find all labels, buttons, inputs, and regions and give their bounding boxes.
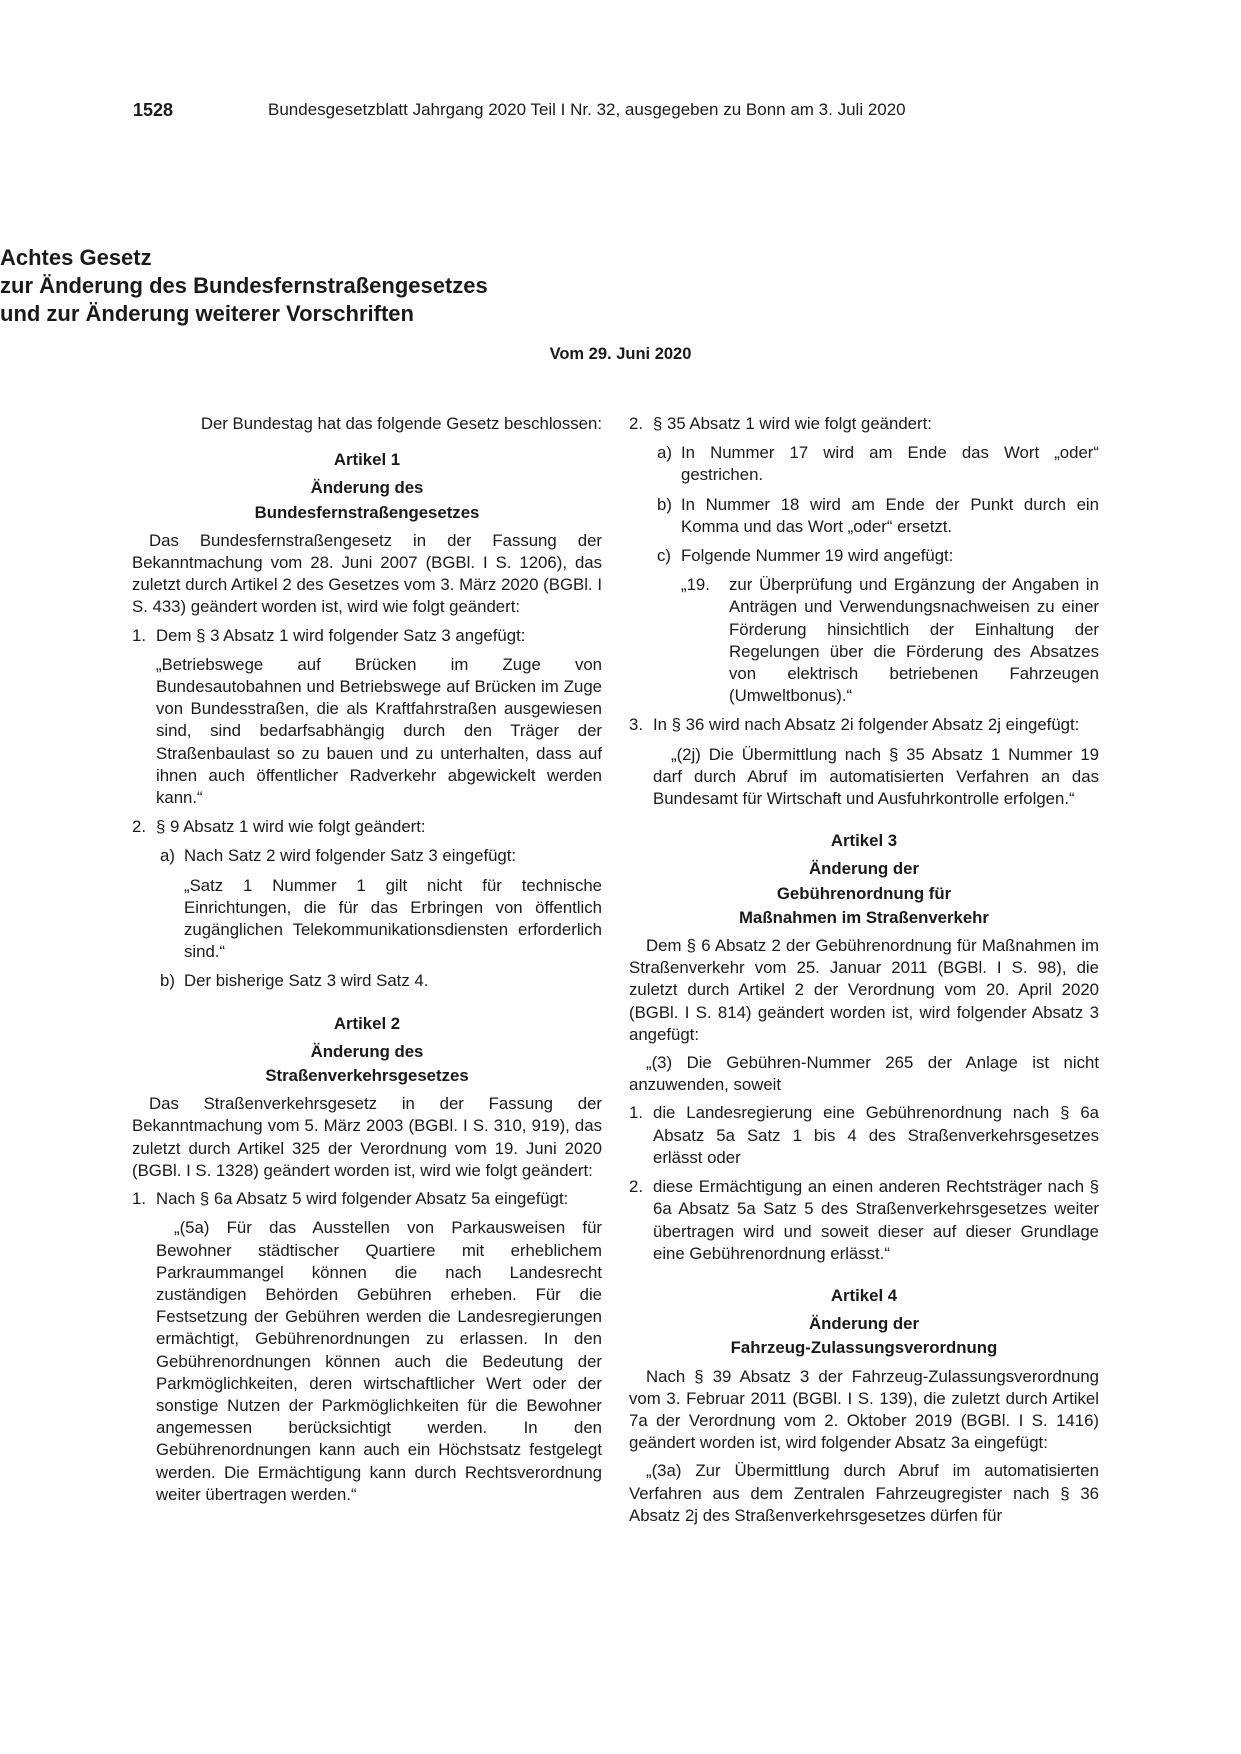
- article-3-quote: „(3) Die Gebühren-Nummer 265 der Anlage ist nicht anzuwenden, soweit: [629, 1053, 1099, 1095]
- subitem-label: b): [657, 494, 672, 514]
- item-label: 2.: [629, 1177, 643, 1197]
- item-text: die Landesregierung eine Gebührenordnung nach § 6a Absatz 5a Satz 1 bis 4 des Straßenverkehrsgesetzes erlässt oder: [653, 1103, 1099, 1167]
- left-column: [132, 413, 602, 1513]
- article-3-item-1: [629, 1102, 1099, 1169]
- title-line-2: zur Änderung des Bundesfernstraßengesetzes: [0, 273, 488, 298]
- document-date: Vom 29. Juni 2020: [549, 345, 692, 363]
- article-4-title-1: Änderung der: [808, 1314, 919, 1334]
- article-1-item-2-a: [132, 845, 602, 867]
- article-1-item-1: [132, 625, 602, 647]
- article-4-number: Artikel 4: [830, 1285, 898, 1305]
- item-text: Dem § 3 Absatz 1 wird folgender Satz 3 angefügt:: [156, 625, 526, 645]
- subitem-label: c): [657, 546, 671, 566]
- article-2-item-3: [629, 714, 1099, 736]
- article-2-item-2-c: [629, 545, 1099, 567]
- article-4-title-2: Fahrzeug-Zulassungsverordnung: [730, 1338, 998, 1358]
- item-text: In § 36 wird nach Absatz 2i folgender Absatz 2j eingefügt:: [653, 715, 1080, 735]
- page-number: 1528: [133, 100, 174, 120]
- item-text: Nach § 6a Absatz 5 wird folgender Absatz 5a eingefügt:: [156, 1189, 569, 1209]
- article-1-intro: Das Bundesfernstraßengesetz in der Fassung der Bekanntmachung vom 28. Juni 2007 (BGBl. I S. 1206), das zuletzt durch Artikel 2 des Gesetzes vom 3. März 2020 (BGBl. I S. 433) geändert worden ist, wird wie folgt geändert:: [132, 530, 602, 617]
- subitem-label: a): [160, 846, 175, 866]
- running-head: Bundesgesetzblatt Jahrgang 2020 Teil I Nr. 32, ausgegeben zu Bonn am 3. Juli 2020: [268, 100, 906, 119]
- article-2-item-2-c-quote: [629, 574, 1099, 707]
- article-2-item-2: [629, 413, 1099, 435]
- quote-label: „19.: [681, 575, 710, 595]
- document-title: [0, 244, 1241, 328]
- subitem-label: b): [160, 971, 175, 991]
- subitem-text: Der bisherige Satz 3 wird Satz 4.: [184, 971, 429, 991]
- item-text: § 35 Absatz 1 wird wie folgt geändert:: [653, 414, 932, 433]
- title-line-3: und zur Änderung weiterer Vorschriften: [0, 301, 414, 326]
- article-3-item-2: [629, 1176, 1099, 1265]
- article-3-title-2: Gebührenordnung für: [776, 883, 952, 903]
- item-text: diese Ermächtigung an einen anderen Rechtsträger nach § 6a Absatz 5a Satz 5 des Straßenverkehrsgesetzes weiter übertragen wird und soweit dieser auf dieser Grundlage eine Gebührenordnung erlässt.“: [653, 1177, 1099, 1263]
- article-2-intro: Das Straßenverkehrsgesetz in der Fassung der Bekanntmachung vom 5. März 2003 (BGBl. I S. 310, 919), das zuletzt durch Artikel 325 der Verordnung vom 19. Juni 2020 (BGBl. I S. 1328) geändert worden ist, wird wie folgt geändert:: [132, 1094, 602, 1180]
- article-1-item-2: [132, 816, 602, 838]
- article-2-item-1-quote: „(5a) Für das Ausstellen von Parkausweisen für Bewohner städtischer Quartiere mit erheblichem Parkraummangel können die nach Landesrecht zuständigen Behörden Gebühren erheben. Für die Festsetzung der Gebühren werden die Landesregierungen ermächtigt, Gebührenordnungen zu erlassen. In den Gebührenordnungen können auch die Bedeutung der Parkmöglichkeiten, deren wirtschaftlicher Wert oder der sonstige Nutzen der Parkmöglichkeiten für die Bewohner angemessen berücksichtigt werden. In den Gebührenordnungen kann auch ein Höchstsatz festgelegt werden. Die Ermächtigung kann durch Rechtsverordnung weiter übertragen werden.“: [156, 1218, 602, 1504]
- article-3-title-3: Maßnahmen im Straßenverkehr: [739, 907, 989, 927]
- article-4-intro: Nach § 39 Absatz 3 der Fahrzeug-Zulassungsverordnung vom 3. Februar 2011 (BGBl. I S. 139), die zuletzt durch Artikel 7a der Verordnung vom 2. Oktober 2019 (BGBl. I S. 1416) geändert worden ist, wird folgender Absatz 3a eingefügt:: [629, 1366, 1099, 1453]
- title-line-1: Achtes Gesetz: [0, 245, 152, 270]
- subitem-text: In Nummer 17 wird am Ende das Wort „oder“ gestrichen.: [681, 443, 1099, 485]
- article-2-title-1: Änderung des: [310, 1041, 424, 1061]
- item-label: 2.: [132, 817, 146, 837]
- subitem-label: a): [657, 443, 672, 463]
- article-1-item-1-quote: „Betriebswege auf Brücken im Zuge von Bundesautobahnen und Betriebswege auf Brücken im Zuge von Bundesstraßen, die als Kraftfahrstraßen ausgewiesen sind, sind bedarfsabhängig durch den Träger der Straßenbaulast so zu bauen und zu unterhalten, dass auf ihnen auch öffentlicher Radverkehr abgewickelt werden kann.“: [156, 654, 602, 808]
- article-3-number: Artikel 3: [830, 831, 898, 851]
- article-1-number: Artikel 1: [333, 450, 401, 470]
- article-2-number: Artikel 2: [333, 1013, 401, 1033]
- article-1-item-2-b: [132, 970, 602, 992]
- article-2-item-3-quote: „(2j) Die Übermittlung nach § 35 Absatz 1 Nummer 19 darf durch Abruf im automatisierten Verfahren an das Bundesamt für Wirtschaft und Ausfuhrkontrolle erfolgen.“: [653, 744, 1099, 809]
- item-label: 1.: [629, 1103, 643, 1123]
- subitem-text: In Nummer 18 wird am Ende der Punkt durch ein Komma und das Wort „oder“ ersetzt.: [681, 494, 1099, 536]
- subitem-text: Folgende Nummer 19 wird angefügt:: [681, 546, 954, 566]
- page-header: [133, 100, 1113, 124]
- article-3-title-1: Änderung der: [808, 859, 919, 879]
- item-label: 2.: [629, 414, 643, 433]
- article-3-intro: Dem § 6 Absatz 2 der Gebührenordnung für Maßnahmen im Straßenverkehr vom 25. Januar 2011 (BGBl. I S. 98), die zuletzt durch Artikel 2 der Verordnung vom 20. April 2020 (BGBl. I S. 814) geändert worden ist, wird folgender Absatz 3 angefügt:: [629, 936, 1099, 1044]
- item-label: 1.: [132, 1189, 146, 1209]
- article-1-title-2: Bundesfernstraßengesetzes: [254, 502, 480, 522]
- item-label: 1.: [132, 625, 146, 645]
- item-text: § 9 Absatz 1 wird wie folgt geändert:: [156, 817, 426, 837]
- right-column: [629, 413, 1099, 1533]
- article-2-item-2-b: [629, 494, 1099, 538]
- quote-text: zur Überprüfung und Ergänzung der Angaben in Anträgen und Verwendungsnachweisen zu einer Förderung hinsichtlich der Einhaltung der Regelungen über die Förderung des Absatzes von elektrisch betriebenen Fahrzeugen (Umweltbonus).“: [729, 575, 1099, 706]
- subitem-text: Nach Satz 2 wird folgender Satz 3 eingefügt:: [184, 846, 517, 866]
- article-2-title-2: Straßenverkehrsgesetzes: [265, 1066, 469, 1086]
- enactment-clause: Der Bundestag hat das folgende Gesetz beschlossen:: [200, 414, 602, 433]
- article-1-title-1: Änderung des: [310, 478, 424, 498]
- article-2-item-1: [132, 1188, 602, 1210]
- article-2-item-2-a: [629, 442, 1099, 486]
- item-label: 3.: [629, 715, 643, 735]
- article-1-item-2-a-quote: „Satz 1 Nummer 1 gilt nicht für technische Einrichtungen, die für das Erbringen von öffentlich zugänglichen Telekommunikationsdiensten erforderlich sind.“: [184, 875, 602, 962]
- article-4-quote: „(3a) Zur Übermittlung durch Abruf im automatisierten Verfahren aus dem Zentralen Fahrzeugregister nach § 36 Absatz 2j des Straßenverkehrsgesetzes dürfen für: [629, 1461, 1099, 1525]
